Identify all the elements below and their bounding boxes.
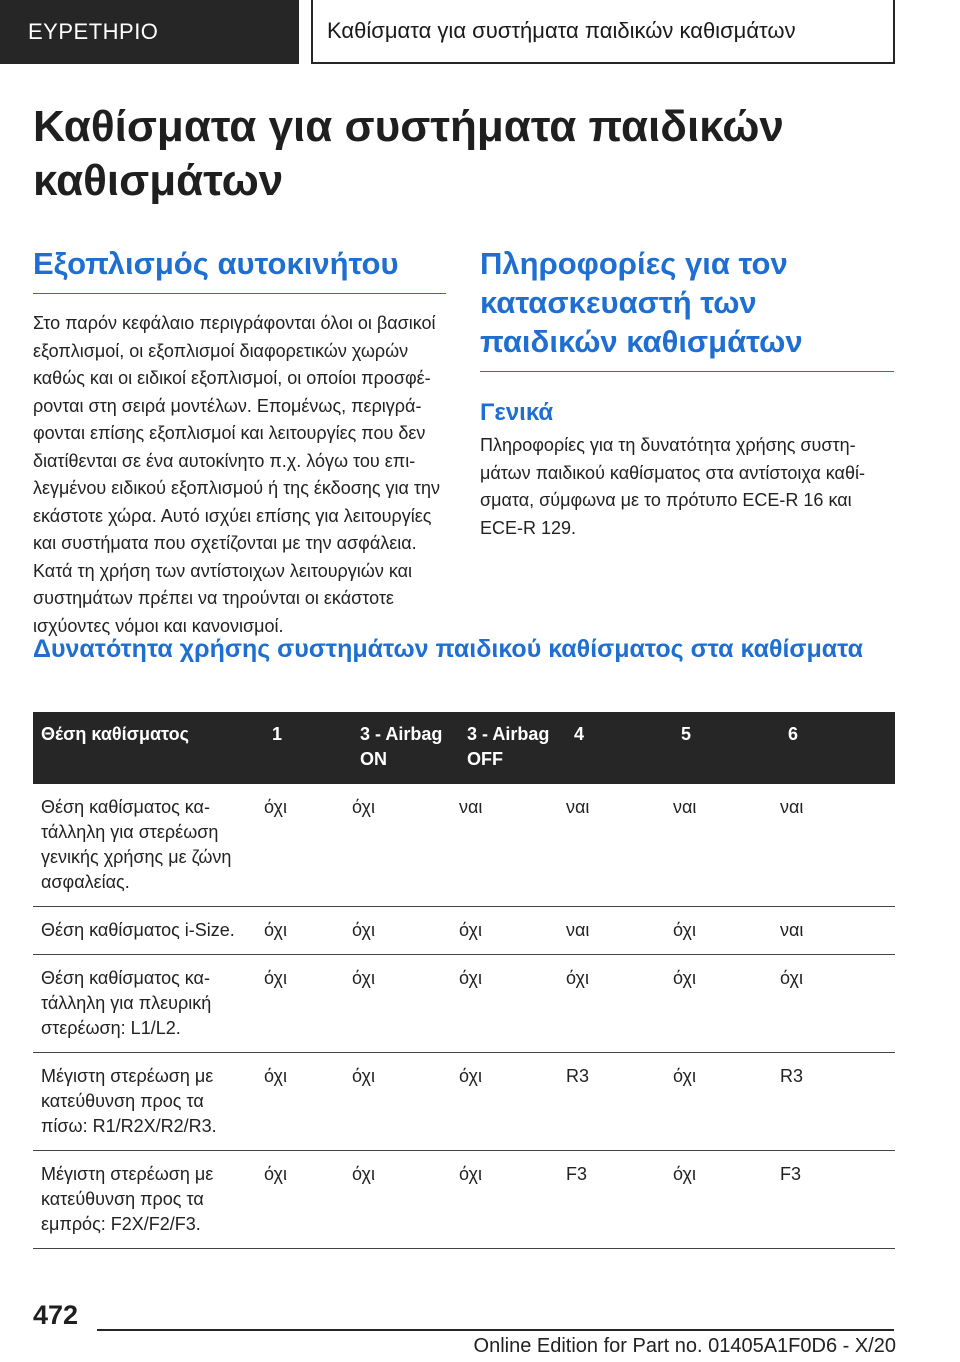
column-header: 3 - Airbag OFF [459,712,566,784]
index-tab[interactable]: ΕΥΡΕΤΗΡΙΟ [0,0,299,64]
column-header: 4 [566,712,673,784]
table-cell: όχι [459,907,566,955]
section-tab[interactable]: Καθίσματα για συστήματα παιδικών καθισμάτων [311,0,895,64]
table-cell: όχι [459,955,566,1053]
table-header-row [33,712,895,784]
table-cell: όχι [780,955,895,1053]
column-header: 1 [264,712,352,784]
table-cell: όχι [459,1151,566,1249]
table-cell: όχι [264,907,352,955]
table-cell: όχι [352,1053,459,1151]
footer-divider [97,1329,894,1331]
table-cell: Μέγιστη στερέωση με κατεύθυνση προς τα πίσω: R1/R2X/R2/R3. [33,1053,264,1151]
table-cell: όχι [673,907,780,955]
seat-suitability-heading: Δυνατότητα χρήσης συστημάτων παιδικού καθίσματος στα καθίσματα [33,635,863,663]
column-header: 3 - Airbag ON [352,712,459,784]
table-cell: όχι [352,907,459,955]
seat-suitability-table [33,712,895,1249]
table-cell: ναι [780,907,895,955]
table-cell: R3 [566,1053,673,1151]
table-cell: R3 [780,1053,895,1151]
table-cell: όχι [673,1053,780,1151]
table-cell: όχι [264,1151,352,1249]
table-cell: όχι [264,784,352,907]
table-cell: Μέγιστη στερέωση με κατεύθυνση προς τα εμπρός: F2X/F2/F3. [33,1151,264,1249]
table-cell: όχι [566,955,673,1053]
top-tab-bar [0,0,960,66]
table-cell: Θέση καθίσματος κατάλληλη για στερέωση γενικής χρήσης με ζώνη ασφαλείας. [33,784,264,907]
table-row [33,1053,895,1151]
edition-footer: Online Edition for Part no. 01405A1F0D6 - X/20 [473,1335,896,1357]
page-title: Καθίσματα για συστήματα παιδικών καθισμάτων [33,102,784,205]
table-cell: όχι [264,1053,352,1151]
column-header: Θέση καθίσματος [33,712,264,784]
table-row [33,784,895,907]
table-cell: όχι [352,784,459,907]
table-cell: Θέση καθίσματος i-Size. [33,907,264,955]
table-cell: ναι [780,784,895,907]
table-cell: ναι [459,784,566,907]
vehicle-equipment-section [33,244,446,640]
vehicle-equipment-heading: Εξοπλισμός αυτοκινήτου [33,244,446,294]
column-header: 6 [780,712,895,784]
table-cell: ναι [566,907,673,955]
table-row [33,1151,895,1249]
page-number: 472 [33,1300,79,1330]
table-cell: Θέση καθίσματος κατάλληλη για πλευρική στερέωση: L1/L2. [33,955,264,1053]
table-cell: ναι [566,784,673,907]
table-cell: όχι [673,1151,780,1249]
table-cell: όχι [352,1151,459,1249]
general-text: Πληροφορίες για τη δυνατότητα χρήσης συστημάτων παιδικού καθίσματος στα αντίστοιχα καθίσματα, σύμφωνα με το πρότυπο ECE-R 16 και ECE-R 129. [480,435,865,538]
table-row [33,955,895,1053]
table-cell: όχι [673,955,780,1053]
vehicle-equipment-text: Στο παρόν κεφάλαιο περιγράφονται όλοι οι βασικοί εξοπλισμοί, οι εξοπλισμοί διαφορετικών χωρών καθώς και οι ειδικοί εξοπλισμοί, οι οποίοι προσφέρονται στη σειρά μοντέλων. Επομένως, περιγράφονται επίσης εξοπλισμοί και λειτουργίες που δεν διατίθενται σε ένα αυτοκίνητο π.χ. λόγω του επιλεγμένου ειδικού εξοπλισμού ή της έκδοσης για την εκάστοτε χώρα. Αυτό ισχύει επίσης για λειτουργίες και συστήματα που σχετίζονται με την ασφάλεια. Κατά τη χρήση των αντίστοιχων λειτουργιών και συστημάτων πρέπει να τηρούνται οι εκάστοτε ισχύοντες νόμοι και κανονισμοί. [33,313,441,636]
table-cell: F3 [566,1151,673,1249]
table-cell: όχι [264,955,352,1053]
table-cell: ναι [673,784,780,907]
table-cell: F3 [780,1151,895,1249]
manufacturer-info-heading: Πληροφορίες για τον κατασκευαστή των παιδικών καθισμάτων [480,244,894,372]
table-cell: όχι [352,955,459,1053]
table-row [33,907,895,955]
general-subheading: Γενικά [480,399,554,426]
manufacturer-info-section [480,244,894,542]
table-cell: όχι [459,1053,566,1151]
column-header: 5 [673,712,780,784]
